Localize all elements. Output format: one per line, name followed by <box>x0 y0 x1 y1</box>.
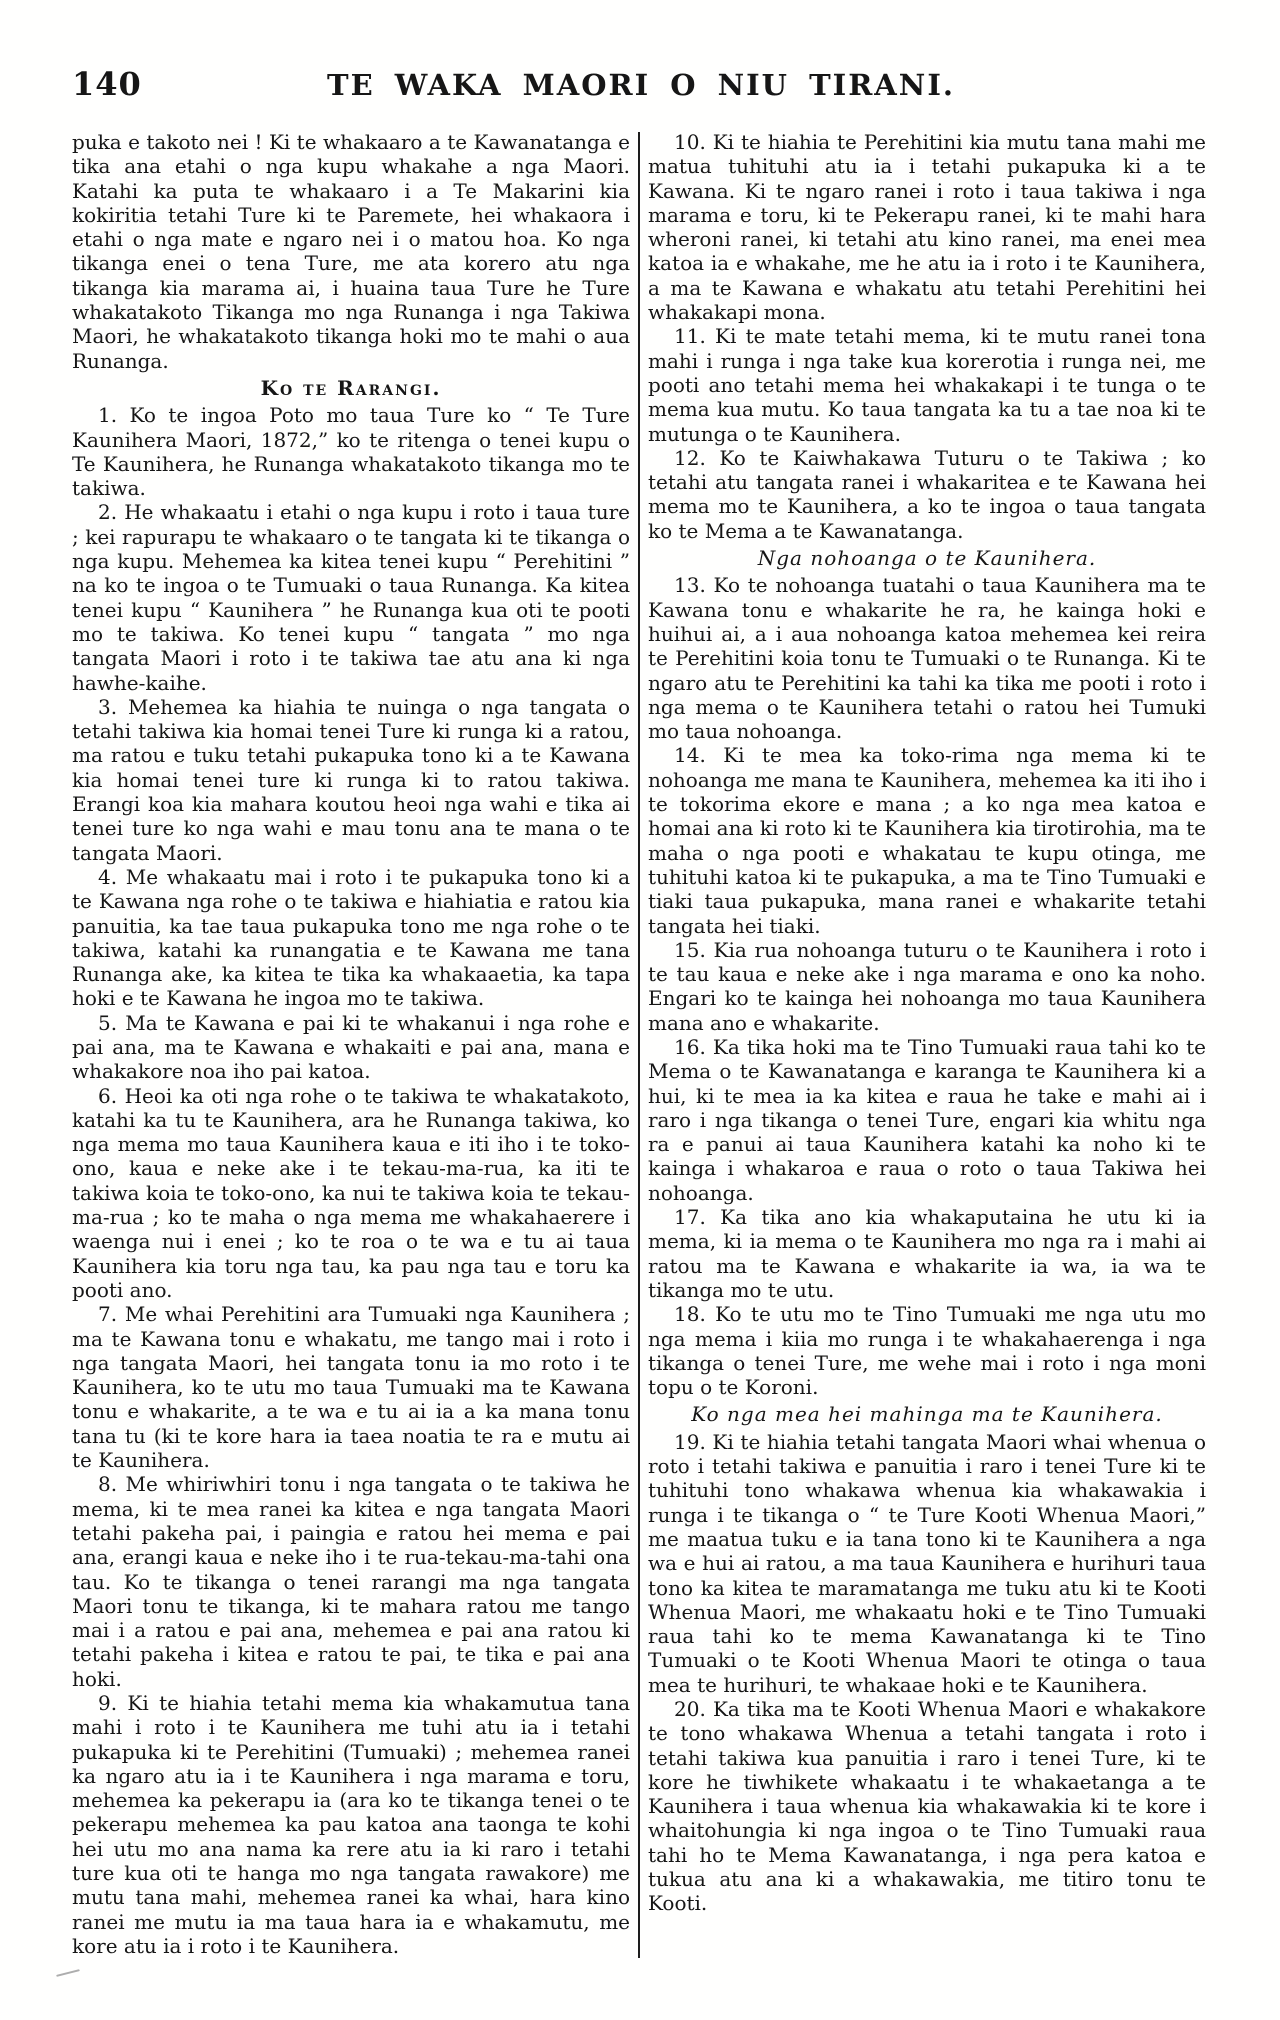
continuation-paragraph: puka e takoto nei ! Ki te whakaaro a te Kawanatanga e tika ana etahi o nga kupu whakahe a nga Maori. Katahi ka puta te whakaaro i a Te Makarini kia kokiritia tetahi Ture ki te Paremete, hei whakaora i etahi o nga mate e ngaro nei i o matou hoa. Ko nga tikanga enei o tena Ture, me ata korero atu nga tikanga kia marama ai, i huaina taua Ture he Ture whakatakoto Tikanga mo nga Runanga i nga Takiwa Maori, he whakatakoto tikanga hoki mo te mahi o aua Runanga. <box>72 130 630 373</box>
clause-9: 9. Ki te hiahia tetahi mema kia whakamutua tana mahi i roto i te Kaunihera me tuhi atu ia i tetahi pukapuka ki te Perehitini (Tumuaki) ; mehemea ranei ka ngaro atu ia i te Kaunihera i nga marama e toru, mehemea ka pekerapu ia (ara ko te tikanga tenei o te pekerapu mehemea ka pau katoa ana taonga te kohi hei utu mo ana nama ka rere atu ia ki raro i tetahi ture kua oti te hanga mo nga tangata rawakore) me mutu tana mahi, mehemea ranei ka whai, hara kino ranei me mutu ia ma taua hara ia e whakamutu, me kore atu ia i roto i te Kaunihera. <box>72 1691 630 1958</box>
page-content <box>72 66 1210 1958</box>
clause-4: 4. Me whakaatu mai i roto i te pukapuka tono ki a te Kawana nga rohe o te takiwa e hiahiatia e ratou kia panuitia, ka tae taua pukapuka tono me nga rohe o te takiwa, katahi ka runangatia e te Kawana me tana Runanga ake, ka kitea te tika ka whakaaetia, ka tapa hoki e te Kawana he ingoa mo te takiwa. <box>72 864 630 1011</box>
clause-1: 1. Ko te ingoa Poto mo taua Ture ko “ Te Ture Kaunihera Maori, 1872,” ko te ritenga o tenei kupu o Te Kaunihera, he Runanga whakatakoto tikanga mo te takiwa. <box>72 403 630 501</box>
heading-mahinga: Ko nga mea hei mahinga ma te Kaunihera. <box>691 1402 1163 1427</box>
column-divider-rule <box>638 132 640 1958</box>
clause-7: 7. Me whai Perehitini ara Tumuaki nga Kaunihera ; ma te Kawana tonu e whakatu, me tango mai i roto i nga tangata Maori, hei tangata tonu ia mo roto i te Kaunihera, ko te utu mo taua Tumuaki ma te Kawana tonu e whakarite, a te wa e tu ai ia a ka mana tonu tana tu (ki te kore hara ia taea noatia te ra e mutu ai te Kaunihera. <box>72 1302 630 1473</box>
clause-11: 11. Ki te mate tetahi mema, ki te mutu ranei tona mahi i runga i nga take kua korerotia i runga nei, me pooti ano tetahi mema hei whakakapi i te tunga o te mema kua mutu. Ko taua tangata ka tu a tae noa ki te mutunga o te Kaunihera. <box>648 324 1206 446</box>
clause-13: 13. Ko te nohoanga tuatahi o taua Kaunihera ma te Kawana tonu e whakarite he ra, he kainga hoki e huihui ai, a i aua nohoanga katoa mehemea kei reira te Perehitini koia tonu te Tumuaki o te Runanga. Ki te ngaro atu te Perehitini ka tahi ka tika me pooti i roto i nga mema o te Kaunihera tetahi o ratou hei Tumuki mo taua nohoanga. <box>648 573 1206 744</box>
page-number: 140 <box>72 65 142 103</box>
scan-artifact-mark <box>56 1969 80 1977</box>
masthead-title: TE WAKA MAORI O NIU TIRANI. <box>327 68 955 102</box>
clause-5: 5. Ma te Kawana e pai ki te whakanui i nga rohe e pai ana, ma te Kawana e whakaiti e pai ana, mana e whakakore noa iho pai katoa. <box>72 1010 630 1084</box>
clause-2: 2. He whakaatu i etahi o nga kupu i roto i taua ture ; kei rapurapu te whakaaro o te tangata ki te tikanga o nga kupu. Mehemea ka kitea tenei kupu “ Perehitini ” na ko te ingoa o te Tumuaki o taua Runanga. Ka kitea tenei kupu “ Kaunihera ” he Runanga kua oti te pooti mo te takiwa. Ko tenei kupu “ tangata ” mo nga tangata Maori i roto i te takiwa tae atu ana ki nga hawhe-kaihe. <box>72 500 630 695</box>
heading-nohoanga: Nga nohoanga o te Kaunihera. <box>757 546 1097 571</box>
clause-6: 6. Heoi ka oti nga rohe o te takiwa te whakatakoto, katahi ka tu te Kaunihera, ara he Runanga takiwa, ko nga mema mo taua Kaunihera kaua e iti iho i te toko-ono, kaua e neke ake i te tekau-ma-rua, ka iti te takiwa koia te toko-ono, ka nui te takiwa koia te tekau-ma-rua ; ko te maha o nga mema me whakahaerere i waenga nui i enei ; ko te roa o te wa e tu ai taua Kaunihera kia toru nga tau, ka pau nga tau e toru ka pooti ano. <box>72 1083 630 1302</box>
clause-8: 8. Me whiriwhiri tonu i nga tangata o te takiwa he mema, ki te mea ranei ka kitea e nga tangata Maori tetahi pakeha pai, i paingia e ratou hei mema e pai ana, erangi kaua e neke iho i te rua-tekau-ma-tahi ona tau. Ko te tikanga o tenei rarangi ma nga tangata Maori tonu te tikanga, ki te mahara ratou me tango mai i a ratou e pai ana, mehemea e pai ana ratou ki tetahi pakeha i kitea e ratou te pai, te tika e pai ana hoki. <box>72 1472 630 1691</box>
text-columns <box>72 130 1210 1958</box>
left-column <box>72 130 630 1958</box>
clause-19: 19. Ki te hiahia tetahi tangata Maori whai whenua o roto i tetahi takiwa e panuitia i raro i tenei Ture ki te tuhituhi tono whakawa whenua kia whakawakia i runga i te tikanga o “ te Ture Kooti Whenua Maori,” me maatua tuku e ia tana tono ki te Kaunihera a nga wa e hui ai ratou, a ma taua Kaunihera e hurihuri taua tono ka kitea te maramatanga me tuku atu ki te Kooti Whenua Maori, me whakaatu hoki e te Tino Tumuaki raua tahi ko te mema Kawanatanga ki te Tino Tumuaki o te Kooti Whenua Maori te otinga o taua mea te hurihuri, te whakaae hoki e te Kaunihera. <box>648 1429 1206 1697</box>
clause-20: 20. Ka tika ma te Kooti Whenua Maori e whakakore te tono whakawa Whenua a tetahi tangata i roto i tetahi takiwa kua panuitia i raro i tenei Ture, ki te kore he tiwhikete whakaatu i te whakaetanga a te Kaunihera i taua whenua kia whakawakia ki te kore i whaitohungia ki nga ingoa o te Tino Tumuaki raua tahi ho te Mema Kawanatanga, i nga pera katoa e tukua atu ana ki a whakawakia, me titiro tonu te Kooti. <box>648 1697 1206 1916</box>
right-column <box>648 130 1206 1958</box>
clause-14: 14. Ki te mea ka toko-rima nga mema ki te nohoanga me mana te Kaunihera, mehemea ka iti iho i te tokorima ekore e mana ; a ko nga mea katoa e homai ana ki roto ki te Kaunihera kia tirotirohia, ma te maha o nga pooti e whakatau te kupu otinga, me tuhituhi katoa ki te pukapuka, a ma te Tino Tumuaki e tiaki taua pukapuka, mana ranei e whakarite tetahi tangata hei tiaki. <box>648 743 1206 938</box>
clause-16: 16. Ka tika hoki ma te Tino Tumuaki raua tahi ko te Mema o te Kawanatanga e karanga te Kaunihera ki a hui, ki te mea ia ka kitea e raua he take e mahi ai i raro i nga tikanga o tenei Ture, engari kia whitu nga ra e panui ai taua Kaunihera katahi ka noho ki te kainga i whakaroa e raua o roto o taua Takiwa hei nohoanga. <box>648 1034 1206 1205</box>
clause-15: 15. Kia rua nohoanga tuturu o te Kaunihera i roto i te tau kaua e neke ake i nga marama e ono ka noho. Engari ko te kainga hei nohoanga mo taua Kaunihera mana ano e whakarite. <box>648 937 1206 1035</box>
clause-10: 10. Ki te hiahia te Perehitini kia mutu tana mahi me matua tuhituhi atu ia i tetahi pukapuka ki a te Kawana. Ki te ngaro ranei i roto i taua takiwa i nga marama e toru, ki te Pekerapu ranei, ki te mahi hara wheroni ranei, ki tetahi atu kino ranei, ma enei mea katoa ia e whakahe, me he atu ia i roto i te Kaunihera, a ma te Kawana e whakatu atu tetahi Perehitini hei whakakapi mona. <box>648 130 1206 325</box>
clause-12: 12. Ko te Kaiwhakawa Tuturu o te Takiwa ; ko tetahi atu tangata ranei i whakaritea e te Kawana hei mema mo te Kaunihera, a ko te ingoa o taua tangata ko te Mema a te Kawanatanga. <box>648 445 1206 543</box>
clause-18: 18. Ko te utu mo te Tino Tumuaki me nga utu mo nga mema i kiia mo runga i te whakahaerenga i nga tikanga o tenei Ture, me wehe mai i roto i nga moni topu o te Koroni. <box>648 1302 1206 1400</box>
section-heading-rarangi: Ko te Rarangi. <box>260 375 442 400</box>
clause-17: 17. Ka tika ano kia whakaputaina he utu ki ia mema, ki ia mema o te Kaunihera mo nga ra i mahi ai ratou ma te Kawana e whakarite ia wa, ia wa te tikanga mo te utu. <box>648 1205 1206 1302</box>
page-header <box>72 66 1210 108</box>
clause-3: 3. Mehemea ka hiahia te nuinga o nga tangata o tetahi takiwa kia homai tenei Ture ki runga ki a ratou, ma ratou e tuku tetahi pukapuka tono ki a te Kawana kia homai tenei ture ki runga ki to ratou takiwa. Erangi koa kia mahara koutou heoi nga wahi e tika ai tenei ture ko nga wahi e mau tonu ana te mana o te tangata Maori. <box>72 694 630 865</box>
